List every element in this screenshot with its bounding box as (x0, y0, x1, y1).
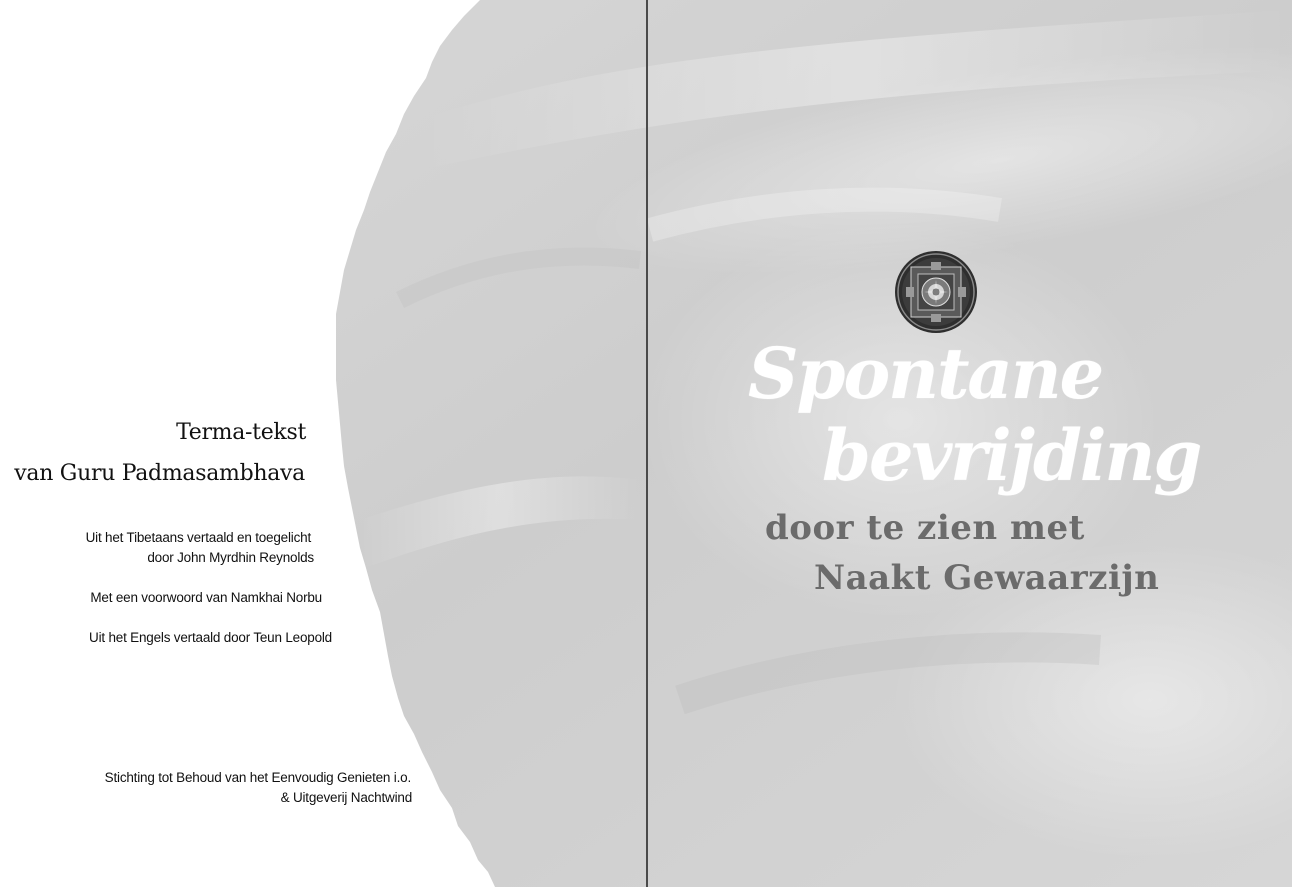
translator-credit: door John Myrdhin Reynolds (147, 550, 314, 565)
title-line-1: Spontane (748, 332, 1103, 415)
author-heading: van Guru Padmasambhava (14, 461, 305, 486)
publisher-line-1: Stichting tot Behoud van het Eenvoudig Genieten i.o. (104, 770, 411, 785)
foreword-credit: Met een voorwoord van Namkhai Norbu (90, 590, 322, 605)
mandala-emblem-icon (894, 250, 978, 334)
subtitle-line-1: door te zien met (765, 508, 1085, 548)
book-spine (646, 0, 648, 887)
translated-from-tibetan: Uit het Tibetaans vertaald en toegelicht (85, 530, 311, 545)
title-line-2: bevrijding (822, 414, 1201, 497)
terma-heading: Terma-tekst (176, 420, 306, 445)
publisher-line-2: & Uitgeverij Nachtwind (280, 790, 412, 805)
subtitle-line-2: Naakt Gewaarzijn (814, 558, 1160, 598)
dutch-translation-credit: Uit het Engels vertaald door Teun Leopold (89, 630, 332, 645)
